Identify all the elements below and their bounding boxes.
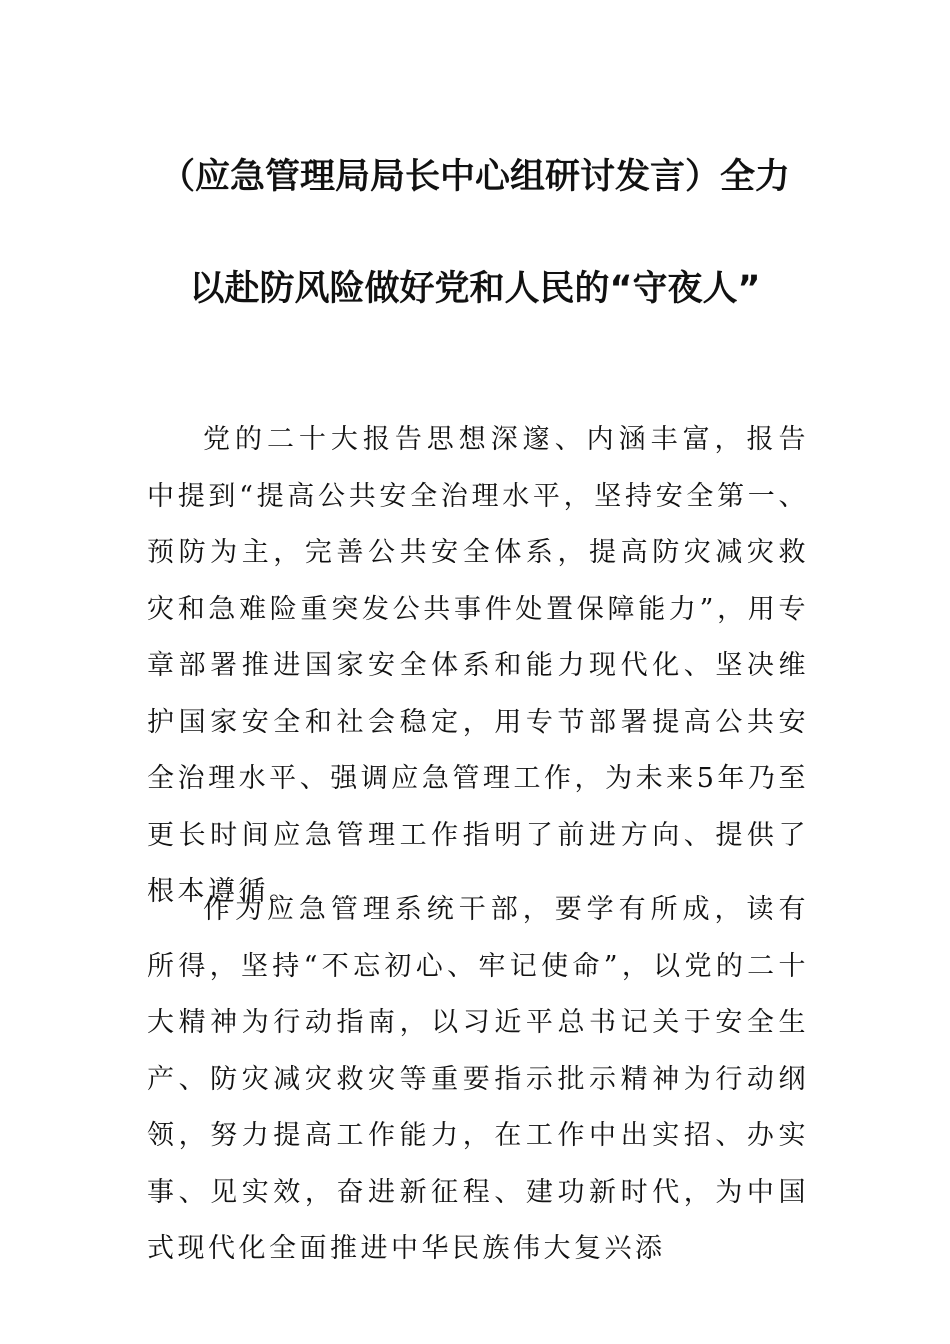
- body-paragraph-1: 党的二十大报告思想深邃、内涵丰富，报告中提到“提高公共安全治理水平，坚持安全第一、预防为主，完善公共安全体系，提高防灾减灾救灾和急难险重突发公共事件处置保障能力”，用专章部署推进国家安全体系和能力现代化、坚决维护国家安全和社会稳定，用专节部署提高公共安全治理水平、强调应急管理工作，为未来5年乃至更长时间应急管理工作指明了前进方向、提供了根本遵循。: [147, 424, 809, 907]
- document-title-line-2: 以赴防风险做好党和人民的“守夜人”: [189, 269, 761, 309]
- body-paragraph-2: 作为应急管理系统干部，要学有所成，读有所得，坚持“不忘初心、牢记使命”，以党的二十大精神为行动指南，以习近平总书记关于安全生产、防灾减灾救灾等重要指示批示精神为行动纲领，努力提高工作能力，在工作中出实招、办实事、见实效，奋进新征程、建功新时代，为中国式现代化全面推进中华民族伟大复兴添: [147, 894, 809, 1264]
- document-title-line-1: （应急管理局局长中心组研讨发言）全力: [159, 157, 790, 197]
